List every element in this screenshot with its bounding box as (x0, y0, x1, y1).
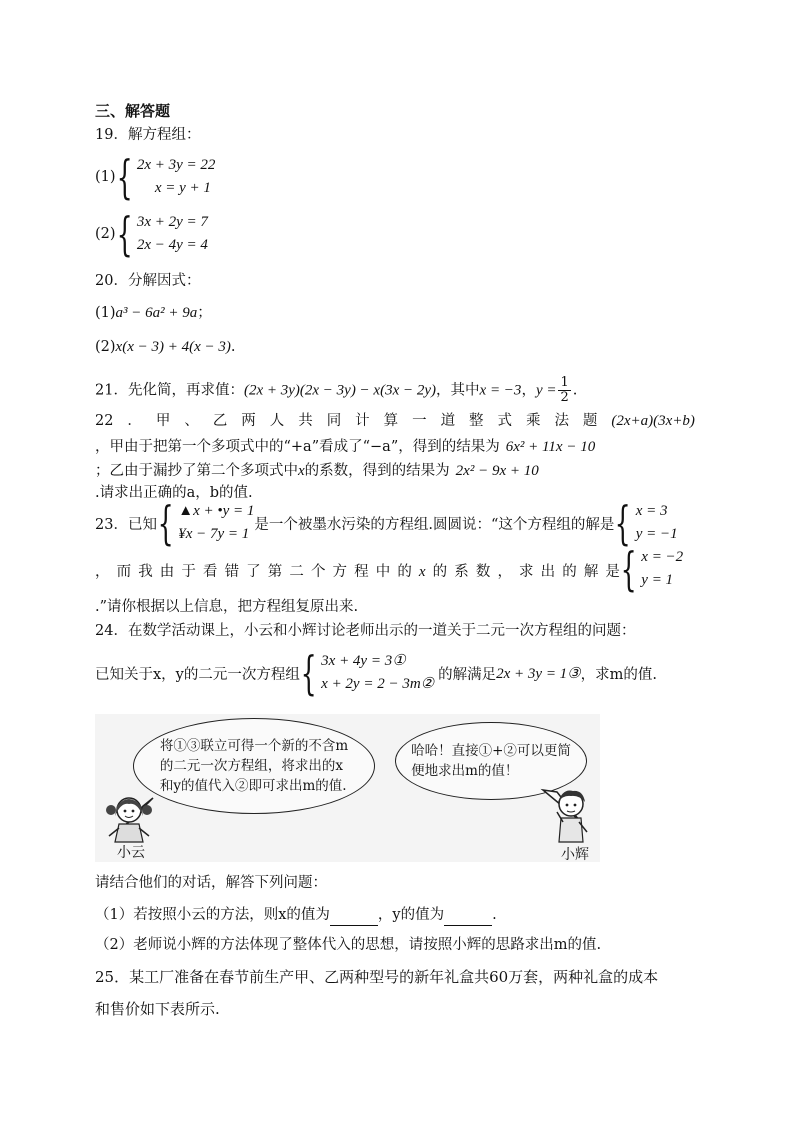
spaced-char: ． (127, 413, 142, 429)
spaced-char: (2x+a)(3x+b) (611, 413, 695, 429)
q22-line3 (95, 460, 539, 482)
q24-sub1-text-a: （1）若按照小云的方法，则x的值为 (95, 907, 330, 923)
q21-x-value: x = −3 (479, 382, 522, 399)
q19-p1-eq1: 2x + 3y = 22 (136, 157, 216, 173)
q24-sub1-end: . (492, 907, 497, 923)
spaced-char: ， (497, 564, 512, 580)
q21-y-fraction (558, 376, 570, 405)
q19-p2-eq1: 3x + 2y = 7 (136, 214, 208, 230)
spaced-char: 我 (138, 564, 153, 580)
q23-sol1-y: y = −1 (635, 526, 678, 542)
brace-icon: { (300, 646, 317, 700)
spaced-char: 乘 (525, 413, 541, 429)
q22-line2 (95, 436, 595, 458)
spaced-char: 的 (562, 564, 577, 580)
spaced-char: 方 (332, 564, 348, 580)
spaced-char: 于 (181, 564, 196, 580)
spaced-char: 法 (554, 413, 569, 429)
q21-y-lhs: y = (535, 382, 557, 399)
q24-given-a: 已知关于x，y的二元一次方程组 (95, 666, 300, 683)
bubble-left-line: 和y的值代入②即可求出m的值. (159, 778, 347, 794)
spaced-char: 的 (397, 564, 412, 580)
spaced-char: 同 (326, 413, 342, 429)
q23-sol1-x: x = 3 (635, 503, 668, 519)
spaced-char: 是 (605, 564, 620, 580)
q21-sep: ， (521, 382, 536, 399)
spaced-char: 、 (184, 413, 199, 429)
spaced-char: x (418, 564, 426, 580)
name-xiaoyun: 小云 (117, 845, 145, 861)
q20-p1-expr: a³ − 6a² + 9a (115, 305, 198, 321)
q20-part1 (95, 302, 212, 324)
spaced-char: 22 (95, 413, 114, 429)
q24-stem: 24．在数学活动课上，小云和小辉讨论老师出示的一道关于二元一次方程组的问题： (95, 623, 636, 639)
brace-icon: { (116, 207, 133, 261)
frac-denominator: 2 (560, 390, 569, 405)
q19-system-1 (95, 150, 216, 204)
spaced-char: 中 (375, 564, 391, 580)
q19-part2-label: (2) (95, 226, 116, 242)
q22-line4: .请求出正确的a，b的值. (95, 485, 253, 501)
q25-line1: 25．某工厂准备在春节前生产甲、乙两种型号的新年礼盒共60万套，两种礼盒的成本 (95, 968, 659, 986)
q24-sub1-text-b: ，y的值为 (377, 907, 445, 923)
spaced-char: 整 (469, 413, 484, 429)
name-xiaohui: 小辉 (561, 847, 589, 863)
q22-line3-text-b: 的系数，得到的结果为 (304, 463, 450, 479)
spaced-char: 而 (116, 564, 132, 580)
q22-line1 (95, 410, 695, 432)
q23-sol2-x: x = −2 (641, 549, 684, 565)
q25-line2: 和售价如下表所示. (95, 1000, 220, 1018)
spaced-char: 由 (159, 564, 175, 580)
spaced-char: ， (95, 564, 110, 580)
q21-expr: (2x + 3y)(2x − 3y) − x(3x − 2y) (243, 382, 437, 399)
q23-line3: .”请你根据以上信息，把方程组复原出来. (95, 599, 359, 615)
q23-line2 (95, 561, 620, 583)
q20-p2-end: . (230, 339, 236, 355)
spaced-char: 道 (440, 413, 456, 429)
q22-line3-x: x (298, 463, 305, 479)
q20-part2 (95, 336, 235, 358)
q19-p2-eq2: 2x − 4y = 4 (136, 237, 208, 253)
brace-icon: { (157, 496, 174, 550)
q24-condition: 2x + 3y = 1③ (496, 665, 581, 682)
q24-eq2: x + 2y = 2 − 3m② (321, 676, 435, 692)
q21-end: . (572, 382, 578, 399)
bubble-left-line: 将①③联立可得一个新的不含m (159, 738, 349, 754)
spaced-char: 人 (269, 413, 285, 429)
q23-line1 (95, 496, 678, 550)
bubble-right-line: 便地求出m的值！ (411, 763, 519, 779)
q24-given-c: ，求m的值. (580, 666, 657, 683)
q21-line (95, 376, 577, 405)
q23-stem-a: 23．已知 (95, 516, 157, 533)
spaced-char: 求 (519, 564, 534, 580)
q24-given-b: 的解满足 (438, 666, 497, 683)
q19-stem: 19．解方程组： (95, 127, 201, 143)
spaced-char: 甲 (155, 413, 171, 429)
q20-p1-end: ； (197, 305, 212, 321)
spaced-char: 个 (310, 564, 326, 580)
q23-sol2-y: y = 1 (641, 572, 674, 588)
q23-stem-b: 是一个被墨水污染的方程组.圆圆说：“这个方程组的解是 (254, 516, 615, 533)
q24-instruction: 请结合他们的对话，解答下列问题： (95, 875, 327, 891)
spaced-char: 解 (583, 564, 599, 580)
spaced-char: 乙 (212, 413, 228, 429)
spaced-char: 算 (383, 413, 399, 429)
q22-line3-expr: 2x² − 9x + 10 (455, 463, 539, 479)
q21-mid: ，其中 (436, 382, 480, 399)
answer-blank-x[interactable] (330, 909, 378, 926)
spaced-char: 系 (454, 564, 469, 580)
spaced-char: 题 (582, 413, 598, 429)
spaced-char: 的 (432, 564, 448, 580)
q20-stem: 20．分解因式： (95, 273, 201, 289)
q19-p1-eq2: x = y + 1 (154, 180, 211, 196)
q23-smudged-eq2: ¥x − 7y = 1 (178, 526, 250, 542)
spaced-char: 二 (289, 564, 304, 580)
q24-sub1 (95, 904, 497, 926)
boy-character-icon (543, 786, 599, 846)
brace-icon: { (620, 542, 637, 596)
bubble-left-line: 的二元一次方程组，将求出的x (159, 758, 343, 774)
q21-stem: 21．先化简，再求值： (95, 382, 244, 399)
dialogue-illustration (95, 714, 600, 862)
spaced-char: 程 (354, 564, 369, 580)
brace-icon: { (615, 496, 632, 550)
q19-system-2 (95, 207, 208, 261)
spaced-char: 计 (355, 413, 370, 429)
q20-p1-label: (1) (95, 305, 116, 321)
answer-blank-y[interactable] (444, 909, 492, 926)
spaced-char: 数 (475, 564, 491, 580)
brace-icon: { (116, 150, 133, 204)
spaced-char: 了 (246, 564, 261, 580)
q20-p2-expr: x(x − 3) + 4(x − 3) (115, 339, 231, 355)
spaced-char: 共 (298, 413, 313, 429)
girl-character-icon (103, 792, 159, 848)
spaced-char: 出 (540, 564, 556, 580)
q24-given (95, 646, 657, 700)
spaced-char: 两 (241, 413, 256, 429)
q22-line2-text: ，甲由于把第一个多项式中的“+a”看成了“−a”，得到的结果为 (95, 439, 500, 455)
spaced-char: 看 (202, 564, 218, 580)
q20-p2-label: (2) (95, 339, 116, 355)
spaced-char: 式 (497, 413, 513, 429)
q22-line2-expr: 6x² + 11x − 10 (505, 439, 596, 455)
q23-solution2 (620, 542, 684, 596)
section-title: 三、解答题 (95, 102, 171, 120)
spaced-char: 第 (267, 564, 283, 580)
spaced-char: 一 (412, 413, 427, 429)
spaced-char: 错 (224, 564, 240, 580)
frac-numerator: 1 (560, 375, 569, 390)
q22-line3-text-a: ；乙由于漏抄了第二个多项式中 (95, 463, 298, 479)
q23-smudged-eq1: ▲x + •y = 1 (178, 503, 255, 519)
q19-part1-label: (1) (95, 169, 116, 185)
q24-sub2: （2）老师说小辉的方法体现了整体代入的思想，请按照小辉的思路求出m的值. (95, 937, 602, 953)
bubble-right-line: 哈哈！直接①+②可以更简 (411, 743, 571, 759)
q24-eq1: 3x + 4y = 3① (321, 653, 406, 669)
